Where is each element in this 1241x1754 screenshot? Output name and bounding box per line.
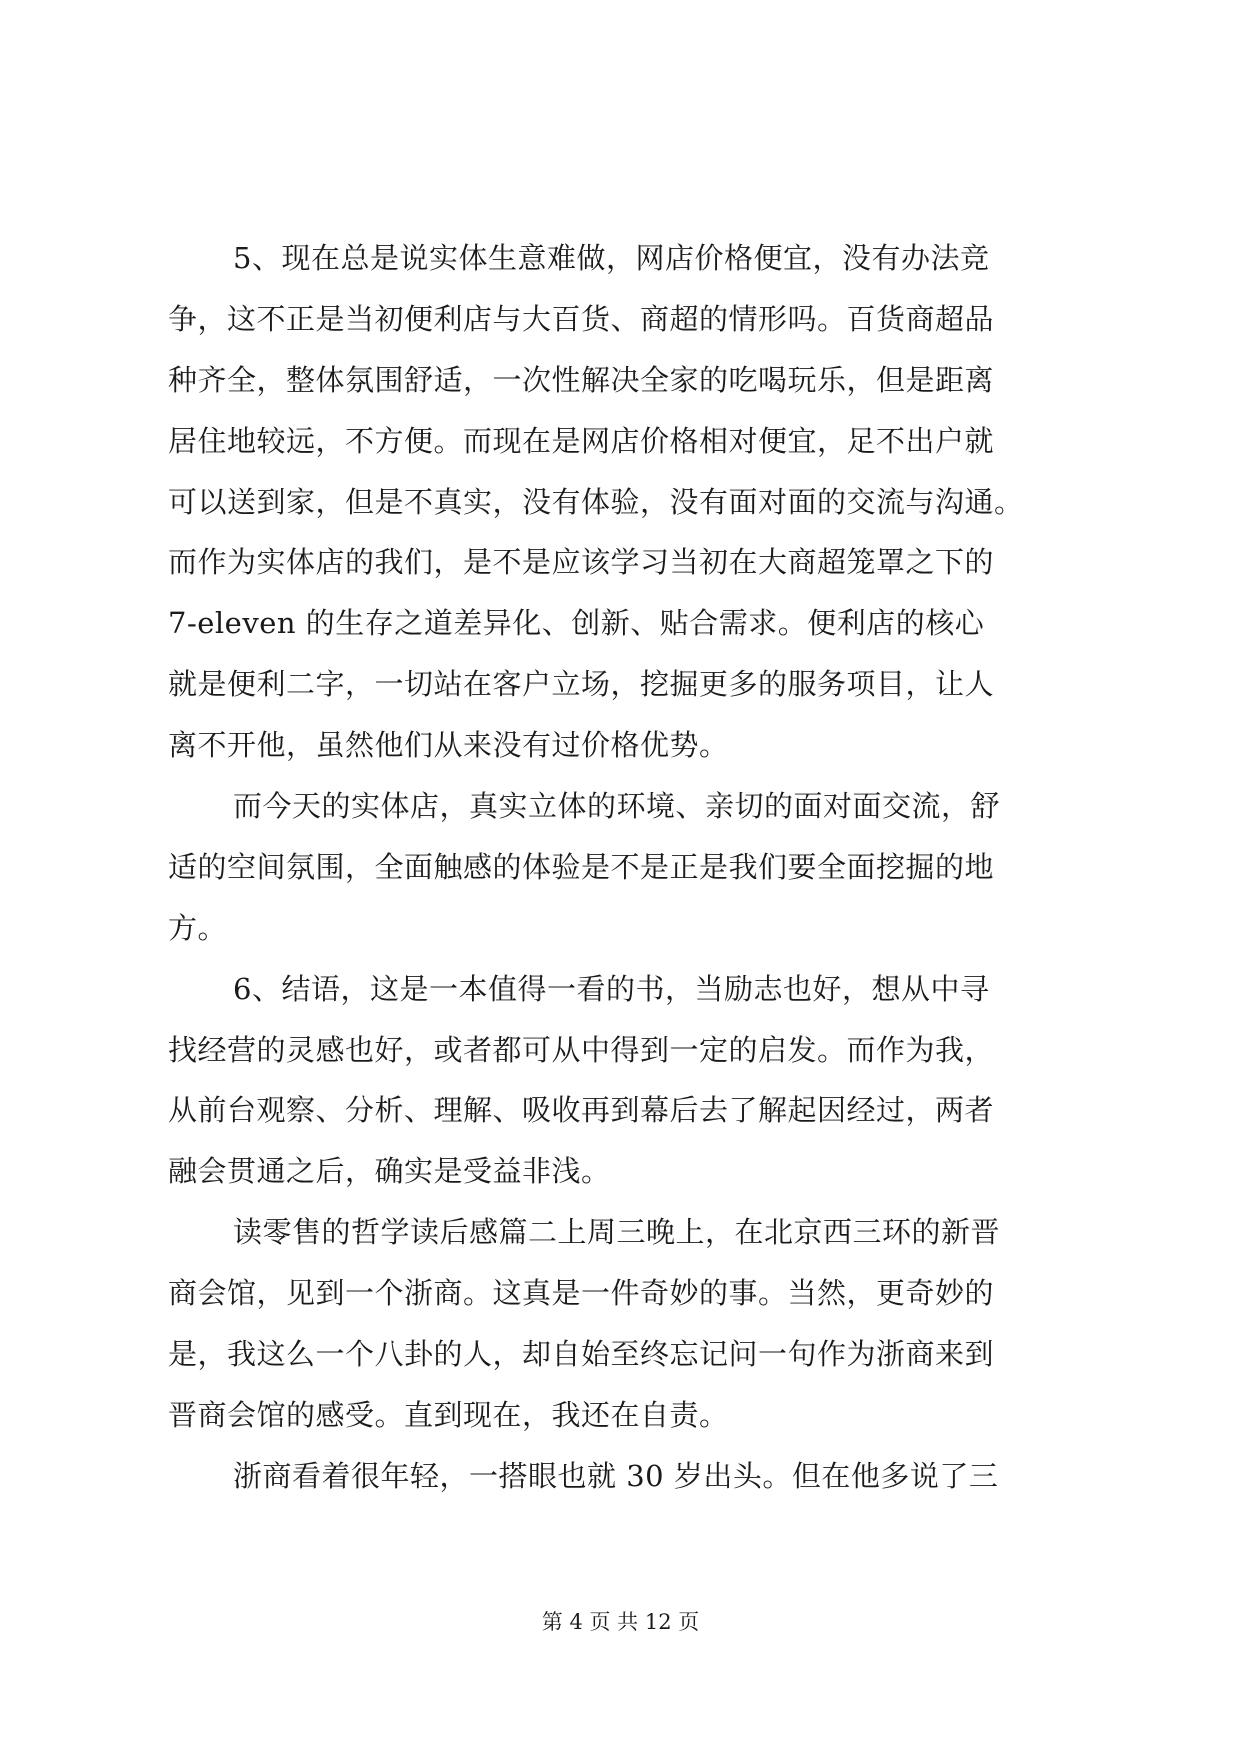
paragraph-line: 找经营的灵感也好，或者都可从中得到一定的启发。而作为我， (168, 1032, 995, 1067)
page-footer (0, 1606, 1241, 1636)
paragraph-line: 离不开他，虽然他们从来没有过价格优势。 (168, 728, 729, 763)
paragraph-line: 居住地较远，不方便。而现在是网店价格相对便宜，足不出户就 (168, 423, 995, 458)
paragraph-line: 融会贯通之后，确实是受益非浅。 (168, 1154, 611, 1189)
paragraph-line: 而作为实体店的我们，是不是应该学习当初在大商超笼罩之下的 (168, 545, 995, 580)
paragraph-line: 种齐全，整体氛围舒适，一次性解决全家的吃喝玩乐，但是距离 (168, 362, 995, 397)
paragraph-line: 是，我这么一个八卦的人，却自始至终忘记问一句作为浙商来到 (168, 1337, 995, 1372)
paragraph-line: 争，这不正是当初便利店与大百货、商超的情形吗。百货商超品 (168, 301, 995, 336)
paragraph-line: 6、结语，这是一本值得一看的书，当励志也好，想从中寻 (233, 971, 990, 1006)
paragraph-line: 适的空间氛围，全面触感的体验是不是正是我们要全面挖掘的地 (168, 849, 995, 884)
body-text (168, 228, 1088, 1507)
paragraph-line: 晋商会馆的感受。直到现在，我还在自责。 (168, 1397, 729, 1432)
paragraph-line: 商会馆，见到一个浙商。这真是一件奇妙的事。当然，更奇妙的 (168, 1276, 995, 1311)
paragraph-line: 从前台观察、分析、理解、吸收再到幕后去了解起因经过，两者 (168, 1093, 995, 1128)
paragraph-line: 浙商看着很年轻，一搭眼也就 30 岁出头。但在他多说了三 (233, 1458, 999, 1493)
paragraph-line: 就是便利二字，一切站在客户立场，挖掘更多的服务项目，让人 (168, 667, 995, 702)
paragraph-line: 5、现在总是说实体生意难做，网店价格便宜，没有办法竞 (233, 241, 990, 275)
paragraph-line: 读零售的哲学读后感篇二上周三晚上，在北京西三环的新晋 (233, 1215, 1001, 1250)
page-number-label: 第 4 页 共 12 页 (541, 1610, 700, 1634)
paragraph-line: 7-eleven 的生存之道差异化、创新、贴合需求。便利店的核心 (168, 606, 985, 641)
paragraph-line: 而今天的实体店，真实立体的环境、亲切的面对面交流，舒 (233, 789, 1001, 824)
paragraph-line: 方。 (168, 910, 228, 945)
paragraph-line: 可以送到家，但是不真实，没有体验，没有面对面的交流与沟通。 (168, 484, 1024, 519)
